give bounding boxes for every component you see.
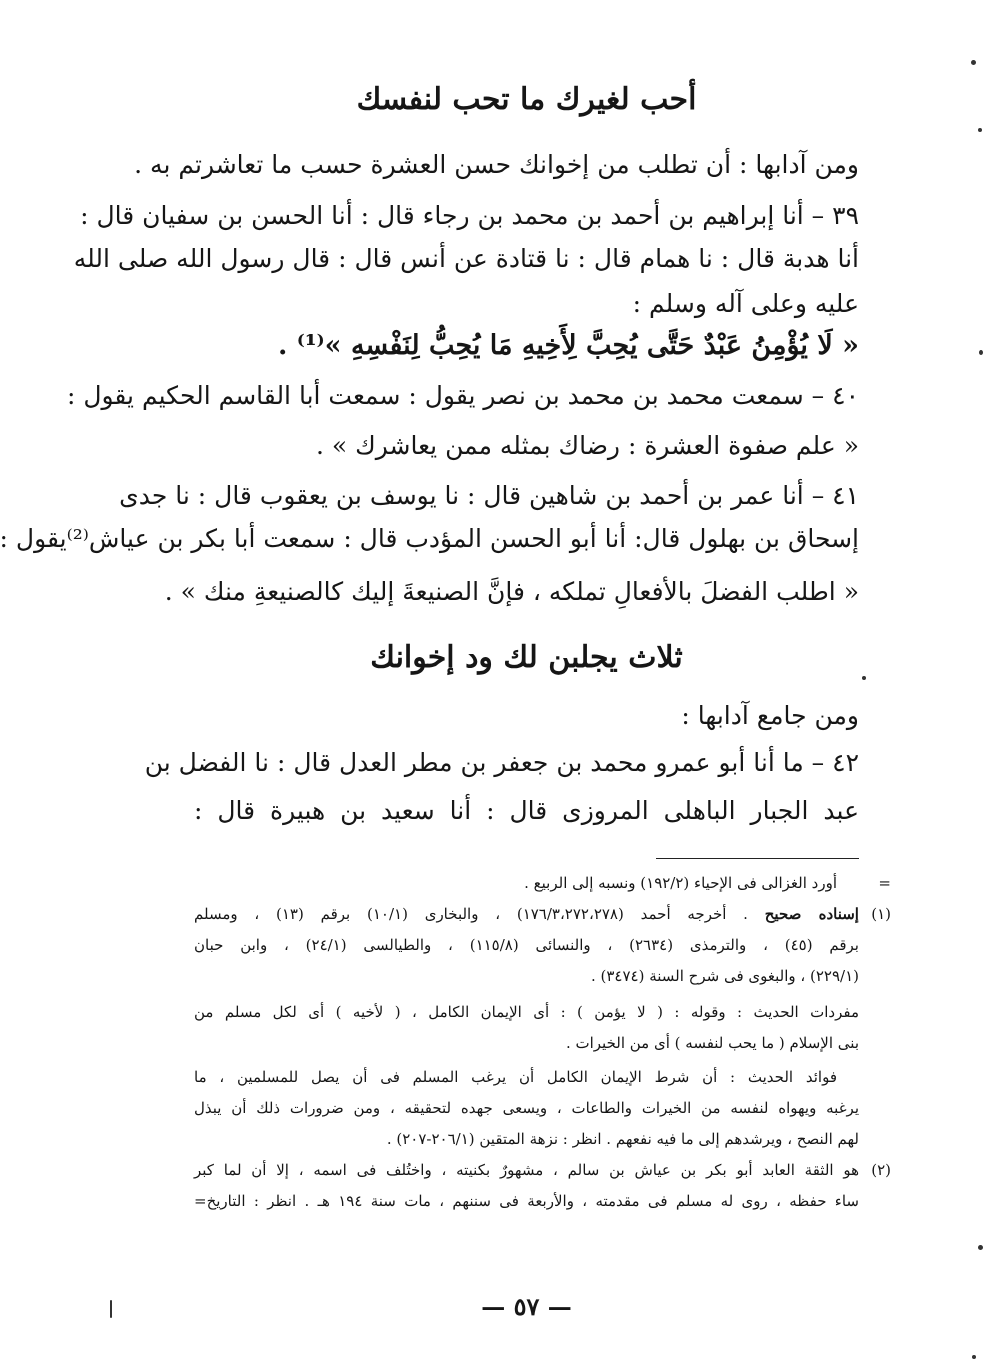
body-line: أنا هدبة قال : نا همام قال : نا قتادة عن أنس قال : قال رسول الله صلى الله — [73, 244, 859, 273]
body-line: ٤١ – أنا عمر بن أحمد بن شاهين قال : نا يوسف بن يعقوب قال : نا جدى — [119, 481, 859, 510]
scan-speck — [978, 128, 982, 132]
footnote-separator — [656, 858, 859, 859]
footnote-1-text: . أخرجه أحمد (١٧٦/٣،٢٧٢،٢٧٨) ، والبخارى (١٠/١) برقم (١٣) ، ومسلم — [194, 905, 748, 923]
page-number: — ٥٧ — — [481, 1292, 572, 1321]
scan-speck — [971, 60, 976, 65]
footnote-2-mark: (٢) — [871, 1161, 891, 1179]
scan-speck — [110, 1300, 112, 1318]
section-heading-first: أحب لغيرك ما تحب لنفسك — [356, 82, 697, 117]
hadith-quote: « لَا يُؤْمِنُ عَبْدٌ حَتَّى يُحِبَّ لِأَخِيهِ مَا يُحِبُّ لِنَفْسِهِ »⁽¹⁾ . — [277, 330, 859, 361]
footnote-1-line: يرغبه ويهواه لنفسه من الخيرات والطاعات ، ويسعى جهده لتحقيقه ، ومن ضرورات ذلك أن يبذل — [194, 1099, 859, 1117]
footnote-2-line: هو الثقة العابد أبو بكر بن عياش بن سالم ، مشهورٌ بكنيته ، واختُلف فى اسمه ، إلا أن لما كبر — [194, 1161, 859, 1179]
footnote-1-line: بنى الإسلام ( ما يحب لنفسه ) أى من الخيرات . — [565, 1034, 859, 1052]
footnote-continuation: أورد الغزالى فى الإحياء (١٩٢/٢) ونسبه إلى الربيع . — [524, 874, 837, 892]
body-line: عليه وعلى آله وسلم : — [632, 289, 859, 318]
body-line: عبد الجبار الباهلى المروزى قال : أنا سعيد بن هبيرة قال : — [194, 796, 859, 825]
body-line: ومن جامع آدابها : — [681, 701, 859, 730]
footnote-1-line: لهم النصح ، ويرشدهم إلى ما فيه نفعهم . انظر : نزهة المتقين (٢٠٦/١-٢٠٧) . — [386, 1130, 859, 1148]
body-line: « علم صفوة العشرة : رضاك بمثله ممن يعاشرك » . — [316, 431, 859, 460]
footnote-1-line: برقم (٤٥) ، والترمذى (٢٦٣٤) ، والنسائى (١١٥/٨) ، والطيالسى (٢٤/١) ، وابن حبان — [194, 936, 859, 954]
footnote-continuation-mark: = — [878, 874, 891, 892]
scan-speck — [862, 676, 866, 680]
scan-speck — [972, 1355, 976, 1359]
body-line: ٤٠ – سمعت محمد بن محمد بن نصر يقول : سمعت أبا القاسم الحكيم يقول : — [66, 381, 859, 410]
body-line: ٤٢ – ما أنا أبو عمرو محمد بن جعفر بن مطر العدل قال : نا الفضل بن — [144, 748, 859, 777]
footnote-1-mark: (١) — [871, 905, 891, 923]
footnote-1-line — [194, 899, 859, 929]
footnote-1-line: مفردات الحديث : وقوله : ( لا يؤمن ) : أى الإيمان الكامل ، ( لأخيه ) أى لكل مسلم من — [194, 1003, 859, 1021]
footnote-1-line: (٢٢٩/١) ، والبغوى فى شرح السنة (٣٤٧٤) . — [590, 967, 859, 985]
body-line: ٣٩ – أنا إبراهيم بن أحمد بن محمد بن رجاء قال : أنا الحسن بن سفيان قال : — [80, 201, 859, 230]
body-line: ومن آدابها : أن تطلب من إخوانك حسن العشرة حسب ما تعاشرتم به . — [134, 150, 859, 179]
scan-speck — [978, 1245, 983, 1250]
body-line: « اطلب الفضلَ بالأفعالِ تملكه ، فإنَّ الصنيعةَ إليك كالصنيعةِ منك » . — [164, 577, 859, 606]
footnote-2-line: ساء حفظه ، روى له مسلم فى مقدمته ، والأربعة فى سننهم ، مات سنة ١٩٤ هـ . انظر : التاريخ= — [194, 1192, 859, 1210]
section-heading-second: ثلاث يجلبن لك ود إخوانك — [370, 640, 683, 675]
scan-speck — [979, 350, 983, 355]
footnote-1-lead: إسناده صحيح — [764, 905, 859, 923]
body-line: إسحاق بن بهلول قال: أنا أبو الحسن المؤدب قال : سمعت أبا بكر بن عياش⁽²⁾يقول : — [0, 524, 859, 553]
footnote-1-line: فوائد الحديث : أن شرط الإيمان الكامل أن يرغب المسلم فى أن يصل للمسلمين ، ما — [194, 1068, 837, 1086]
